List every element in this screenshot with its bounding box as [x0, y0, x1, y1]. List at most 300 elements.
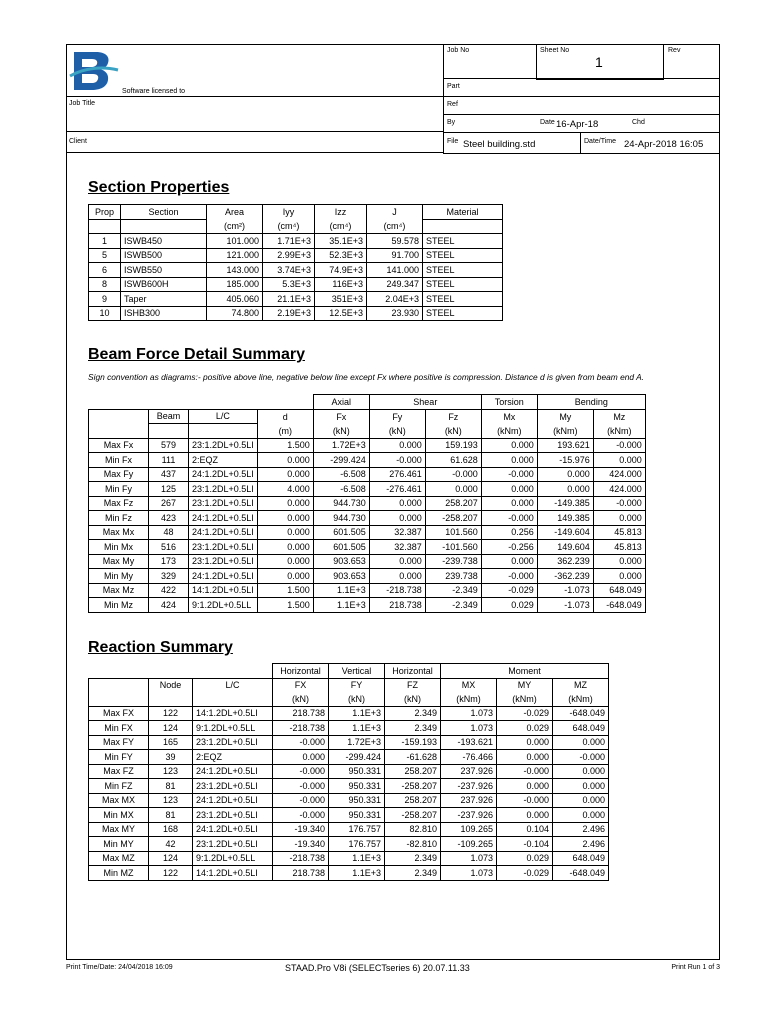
table-cell: 424 — [149, 598, 189, 613]
table-cell: 176.757 — [329, 822, 385, 837]
table-cell: 424.000 — [593, 482, 645, 497]
datetime-value: 24-Apr-2018 16:05 — [624, 139, 704, 150]
table-cell: 0.029 — [481, 598, 537, 613]
table-cell: 1.1E+3 — [313, 598, 369, 613]
group-header: Torsion — [481, 395, 537, 410]
beam-force-table — [88, 394, 646, 613]
print-run: Print Run 1 of 3 — [671, 964, 720, 971]
table-row — [89, 750, 609, 765]
table-cell: 0.000 — [537, 467, 593, 482]
table-cell: 0.104 — [497, 822, 553, 837]
table-cell: 39 — [149, 750, 193, 765]
column-header: Area — [207, 205, 263, 220]
table-cell: 124 — [149, 721, 193, 736]
group-header: Shear — [369, 395, 481, 410]
column-header: d — [257, 409, 313, 424]
table-cell: 0.000 — [593, 453, 645, 468]
table-cell: Min Fz — [89, 511, 149, 526]
table-cell: ISWB600H — [121, 277, 207, 292]
table-row — [89, 569, 646, 584]
sheet-no-label: Sheet No — [540, 47, 570, 54]
table-cell: ISHB300 — [121, 306, 207, 321]
table-cell: 2:EQZ — [193, 750, 273, 765]
table-cell: 903.653 — [313, 569, 369, 584]
table-cell: Min FZ — [89, 779, 149, 794]
unit-cell: (kN) — [385, 692, 441, 706]
table-cell: 329 — [149, 569, 189, 584]
table-cell: -258.207 — [385, 808, 441, 823]
table-cell: Max MZ — [89, 851, 149, 866]
table-cell: 276.461 — [369, 467, 425, 482]
table-cell: 61.628 — [425, 453, 481, 468]
unit-cell — [149, 424, 189, 439]
table-cell: 1.1E+3 — [329, 851, 385, 866]
table-cell: -0.000 — [593, 496, 645, 511]
table-cell: 123 — [149, 793, 193, 808]
table-cell: 9:1.2DL+0.5LL — [193, 851, 273, 866]
table-cell: 23.930 — [367, 306, 423, 321]
table-row — [89, 583, 646, 598]
table-cell: 218.738 — [273, 866, 329, 881]
table-cell: Taper — [121, 292, 207, 307]
unit-cell: (m) — [257, 424, 313, 439]
table-units-row — [89, 692, 609, 706]
table-cell: 601.505 — [313, 525, 369, 540]
table-cell: -109.265 — [441, 837, 497, 852]
table-cell: 12.5E+3 — [315, 306, 367, 321]
table-row — [89, 277, 503, 292]
table-cell: 0.000 — [593, 511, 645, 526]
table-cell: 81 — [149, 808, 193, 823]
table-cell: 0.000 — [497, 750, 553, 765]
table-row — [89, 721, 609, 736]
table-row — [89, 866, 609, 881]
column-header: Izz — [315, 205, 367, 220]
table-cell: 0.000 — [553, 735, 609, 750]
table-cell: 516 — [149, 540, 189, 555]
table-cell: Max Fy — [89, 467, 149, 482]
table-row — [89, 764, 609, 779]
table-cell: 0.000 — [497, 808, 553, 823]
chd-label: Chd — [632, 119, 645, 126]
table-cell: 159.193 — [425, 438, 481, 453]
table-cell: -258.207 — [425, 511, 481, 526]
table-cell: 237.926 — [441, 764, 497, 779]
table-cell: -2.349 — [425, 598, 481, 613]
table-cell: 950.331 — [329, 764, 385, 779]
table-cell: -648.049 — [553, 706, 609, 721]
table-cell: -1.073 — [537, 598, 593, 613]
column-header: Iyy — [263, 205, 315, 220]
table-cell: 141.000 — [367, 263, 423, 278]
table-cell: Max MX — [89, 793, 149, 808]
table-cell: 2.349 — [385, 866, 441, 881]
table-cell: 0.000 — [481, 496, 537, 511]
table-cell: Min FX — [89, 721, 149, 736]
table-cell: 59.578 — [367, 234, 423, 249]
table-cell: 10 — [89, 306, 121, 321]
table-cell: 101.000 — [207, 234, 263, 249]
table-cell: 0.000 — [273, 750, 329, 765]
table-cell: 0.000 — [257, 511, 313, 526]
table-cell: 0.000 — [481, 554, 537, 569]
table-cell: 111 — [149, 453, 189, 468]
table-cell: 579 — [149, 438, 189, 453]
table-cell: -276.461 — [369, 482, 425, 497]
table-cell: 24:1.2DL+0.5LI — [193, 793, 273, 808]
table-cell: -101.560 — [425, 540, 481, 555]
reaction-summary-title: Reaction Summary — [88, 639, 233, 656]
table-cell: 35.1E+3 — [315, 234, 367, 249]
table-cell: 239.738 — [425, 569, 481, 584]
group-header: Vertical — [329, 664, 385, 679]
table-cell: 1.71E+3 — [263, 234, 315, 249]
unit-cell — [193, 692, 273, 706]
table-cell: 1.1E+3 — [313, 583, 369, 598]
table-cell: -193.621 — [441, 735, 497, 750]
table-cell: -15.976 — [537, 453, 593, 468]
table-cell: Max FX — [89, 706, 149, 721]
table-cell: Min MZ — [89, 866, 149, 881]
table-row — [89, 822, 609, 837]
table-cell: 23:1.2DL+0.5LI — [193, 808, 273, 823]
table-cell: 1.073 — [441, 706, 497, 721]
group-header: Axial — [313, 395, 369, 410]
table-cell: 424.000 — [593, 467, 645, 482]
table-cell: 0.000 — [257, 467, 313, 482]
table-units-row — [89, 424, 646, 439]
table-cell: 101.560 — [425, 525, 481, 540]
table-cell: 5.3E+3 — [263, 277, 315, 292]
table-row — [89, 706, 609, 721]
table-cell: 218.738 — [273, 706, 329, 721]
table-cell: 125 — [149, 482, 189, 497]
unit-cell — [121, 219, 207, 234]
table-cell: 74.9E+3 — [315, 263, 367, 278]
unit-cell: (kN) — [329, 692, 385, 706]
table-cell: 24:1.2DL+0.5LI — [189, 467, 258, 482]
table-cell: -19.340 — [273, 822, 329, 837]
table-cell: -61.628 — [385, 750, 441, 765]
column-header: Section — [121, 205, 207, 220]
table-cell: 168 — [149, 822, 193, 837]
table-cell: 0.000 — [553, 764, 609, 779]
job-title-label: Job Title — [69, 100, 96, 107]
bentley-logo-icon — [68, 46, 120, 94]
table-cell: 6 — [89, 263, 121, 278]
table-cell: 23:1.2DL+0.5LI — [189, 438, 258, 453]
column-header: Fy — [369, 409, 425, 424]
rev-label: Rev — [668, 47, 681, 54]
table-cell: 0.000 — [537, 482, 593, 497]
table-cell: 1.500 — [257, 598, 313, 613]
file-value: Steel building.std — [463, 139, 536, 150]
table-row — [89, 779, 609, 794]
table-cell: -218.738 — [369, 583, 425, 598]
job-no-label: Job No — [447, 47, 470, 54]
table-cell: -0.000 — [497, 793, 553, 808]
table-header-row — [89, 409, 646, 424]
table-cell: 258.207 — [385, 793, 441, 808]
table-cell: 4.000 — [257, 482, 313, 497]
table-cell: 24:1.2DL+0.5LI — [193, 764, 273, 779]
unit-cell: (kN) — [369, 424, 425, 439]
table-cell: -0.000 — [553, 750, 609, 765]
table-cell: 2.349 — [385, 851, 441, 866]
table-cell: 45.813 — [593, 540, 645, 555]
column-header: FX — [273, 678, 329, 692]
table-cell: 122 — [149, 866, 193, 881]
table-row — [89, 453, 646, 468]
table-cell: -0.000 — [369, 453, 425, 468]
table-row — [89, 540, 646, 555]
table-cell: -0.000 — [273, 793, 329, 808]
column-header: Prop — [89, 205, 121, 220]
table-cell: STEEL — [423, 234, 503, 249]
table-cell: 91.700 — [367, 248, 423, 263]
table-cell: -218.738 — [273, 851, 329, 866]
table-cell: -0.000 — [481, 511, 537, 526]
unit-cell: (kNm) — [497, 692, 553, 706]
table-cell: 2:EQZ — [189, 453, 258, 468]
ref-label: Ref — [447, 101, 458, 108]
table-cell: ISWB550 — [121, 263, 207, 278]
software-licensed-label: Software licensed to — [122, 88, 186, 95]
table-row — [89, 438, 646, 453]
table-row — [89, 837, 609, 852]
table-row — [89, 525, 646, 540]
group-header-row — [89, 395, 646, 410]
table-cell: 24:1.2DL+0.5LI — [189, 525, 258, 540]
table-cell: 0.000 — [257, 496, 313, 511]
table-cell: 237.926 — [441, 793, 497, 808]
table-cell: -648.049 — [553, 866, 609, 881]
file-label: File — [447, 138, 459, 145]
datetime-label: Date/Time — [584, 138, 617, 145]
table-row — [89, 793, 609, 808]
table-row — [89, 306, 503, 321]
table-cell: 149.604 — [537, 540, 593, 555]
table-cell: 648.049 — [593, 583, 645, 598]
table-cell: 267 — [149, 496, 189, 511]
job-title-cell — [66, 96, 444, 132]
table-cell: -237.926 — [441, 779, 497, 794]
table-row — [89, 735, 609, 750]
date-label: Date — [540, 119, 555, 126]
unit-cell: (kN) — [313, 424, 369, 439]
table-cell: 1.500 — [257, 438, 313, 453]
unit-cell: (kNm) — [553, 692, 609, 706]
column-header: MY — [497, 678, 553, 692]
table-cell: -0.000 — [593, 438, 645, 453]
table-cell: 437 — [149, 467, 189, 482]
table-cell: -0.256 — [481, 540, 537, 555]
table-cell: Min FY — [89, 750, 149, 765]
table-cell: 2.349 — [385, 721, 441, 736]
table-cell: 1.72E+3 — [329, 735, 385, 750]
client-label: Client — [69, 138, 87, 145]
table-cell: 1.1E+3 — [329, 866, 385, 881]
table-cell: 601.505 — [313, 540, 369, 555]
table-cell: 24:1.2DL+0.5LI — [193, 822, 273, 837]
column-header: MZ — [553, 678, 609, 692]
table-cell: 9:1.2DL+0.5LL — [193, 721, 273, 736]
table-cell: 0.000 — [553, 808, 609, 823]
table-cell: 149.385 — [537, 511, 593, 526]
table-cell: -76.466 — [441, 750, 497, 765]
table-cell: 124 — [149, 851, 193, 866]
table-cell: 81 — [149, 779, 193, 794]
column-header: FY — [329, 678, 385, 692]
table-cell: 82.810 — [385, 822, 441, 837]
table-cell: 48 — [149, 525, 189, 540]
table-cell: -6.508 — [313, 482, 369, 497]
table-cell: 0.029 — [497, 721, 553, 736]
unit-cell — [149, 692, 193, 706]
client-cell — [66, 131, 444, 153]
table-row — [89, 482, 646, 497]
table-cell: -2.349 — [425, 583, 481, 598]
table-cell: -1.073 — [537, 583, 593, 598]
table-cell: 405.060 — [207, 292, 263, 307]
column-header: Node — [149, 678, 193, 692]
date-value: 16-Apr-18 — [556, 119, 599, 130]
table-units-row — [89, 219, 503, 234]
table-cell: 2.99E+3 — [263, 248, 315, 263]
table-cell: 1 — [89, 234, 121, 249]
table-cell: STEEL — [423, 248, 503, 263]
table-cell: 23:1.2DL+0.5LI — [189, 540, 258, 555]
table-cell: 176.757 — [329, 837, 385, 852]
table-row — [89, 496, 646, 511]
table-cell: -149.385 — [537, 496, 593, 511]
table-cell: 0.000 — [553, 779, 609, 794]
column-header: Fx — [313, 409, 369, 424]
column-header: Material — [423, 205, 503, 220]
table-cell: 0.000 — [481, 438, 537, 453]
table-cell: 648.049 — [553, 851, 609, 866]
table-cell: 0.029 — [497, 851, 553, 866]
sheet-no-value: 1 — [595, 54, 603, 70]
column-header: FZ — [385, 678, 441, 692]
table-cell: 0.000 — [425, 482, 481, 497]
table-cell: 0.000 — [257, 554, 313, 569]
table-cell: 116E+3 — [315, 277, 367, 292]
table-cell: 14:1.2DL+0.5LI — [193, 706, 273, 721]
table-cell: ISWB500 — [121, 248, 207, 263]
table-cell: 648.049 — [553, 721, 609, 736]
table-cell: Max Fx — [89, 438, 149, 453]
group-header: Moment — [441, 664, 609, 679]
section-properties-title: Section Properties — [88, 179, 230, 196]
table-cell: -218.738 — [273, 721, 329, 736]
column-header: Fz — [425, 409, 481, 424]
table-row — [89, 808, 609, 823]
table-cell: 0.000 — [369, 496, 425, 511]
table-cell: -0.000 — [273, 808, 329, 823]
table-cell: -0.000 — [481, 569, 537, 584]
table-cell: ISWB450 — [121, 234, 207, 249]
table-cell: 193.621 — [537, 438, 593, 453]
table-cell: 1.72E+3 — [313, 438, 369, 453]
column-header: Mz — [593, 409, 645, 424]
group-header: Horizontal — [273, 664, 329, 679]
table-cell: 258.207 — [425, 496, 481, 511]
table-cell: -0.000 — [273, 764, 329, 779]
table-row — [89, 234, 503, 249]
table-cell: 249.347 — [367, 277, 423, 292]
table-cell: 0.000 — [593, 569, 645, 584]
table-cell: STEEL — [423, 263, 503, 278]
table-cell: 3.74E+3 — [263, 263, 315, 278]
table-row — [89, 511, 646, 526]
group-header-row — [89, 664, 609, 679]
sign-convention-note: Sign convention as diagrams:- positive above line, negative below line except Fx where positive is compression. Distance d is given from beam end A. — [88, 372, 644, 382]
table-cell: 23:1.2DL+0.5LI — [193, 837, 273, 852]
table-cell: -0.000 — [497, 764, 553, 779]
table-cell: Max My — [89, 554, 149, 569]
table-cell: -0.000 — [273, 735, 329, 750]
unit-cell — [423, 219, 503, 234]
table-cell: -362.239 — [537, 569, 593, 584]
unit-cell: (kN) — [273, 692, 329, 706]
table-header-row — [89, 678, 609, 692]
unit-cell: (kNm) — [537, 424, 593, 439]
unit-cell: (kNm) — [441, 692, 497, 706]
table-cell: 109.265 — [441, 822, 497, 837]
ref-row — [443, 96, 720, 115]
table-cell: -258.207 — [385, 779, 441, 794]
by-label: By — [447, 119, 456, 126]
table-cell: 0.000 — [369, 511, 425, 526]
column-header: MX — [441, 678, 497, 692]
table-cell: 0.000 — [257, 525, 313, 540]
table-cell: -0.000 — [273, 779, 329, 794]
datetime-divider — [580, 132, 581, 154]
table-cell: 24:1.2DL+0.5LI — [189, 511, 258, 526]
table-cell: 122 — [149, 706, 193, 721]
table-cell: 0.000 — [369, 569, 425, 584]
table-cell: 5 — [89, 248, 121, 263]
table-cell: 1.1E+3 — [329, 721, 385, 736]
table-cell: 42 — [149, 837, 193, 852]
table-cell: 258.207 — [385, 764, 441, 779]
table-cell: 1.073 — [441, 866, 497, 881]
table-cell: 0.000 — [369, 554, 425, 569]
reaction-summary-table — [88, 663, 609, 881]
table-cell: STEEL — [423, 277, 503, 292]
table-cell: -149.604 — [537, 525, 593, 540]
table-cell: -0.104 — [497, 837, 553, 852]
table-cell: -6.508 — [313, 467, 369, 482]
group-header: Horizontal — [385, 664, 441, 679]
column-header: L/C — [193, 678, 273, 692]
table-cell: 45.813 — [593, 525, 645, 540]
table-cell: 950.331 — [329, 779, 385, 794]
table-cell: -82.810 — [385, 837, 441, 852]
table-header-row — [89, 205, 503, 220]
table-cell: Max Fz — [89, 496, 149, 511]
table-cell: 2.496 — [553, 837, 609, 852]
table-cell: 0.000 — [497, 735, 553, 750]
table-cell: Max FZ — [89, 764, 149, 779]
table-cell: 362.239 — [537, 554, 593, 569]
print-time: Print Time/Date: 24/04/2018 16:09 — [66, 964, 173, 971]
table-cell: 422 — [149, 583, 189, 598]
table-cell: 173 — [149, 554, 189, 569]
table-cell: 1.073 — [441, 721, 497, 736]
table-cell: Min MX — [89, 808, 149, 823]
